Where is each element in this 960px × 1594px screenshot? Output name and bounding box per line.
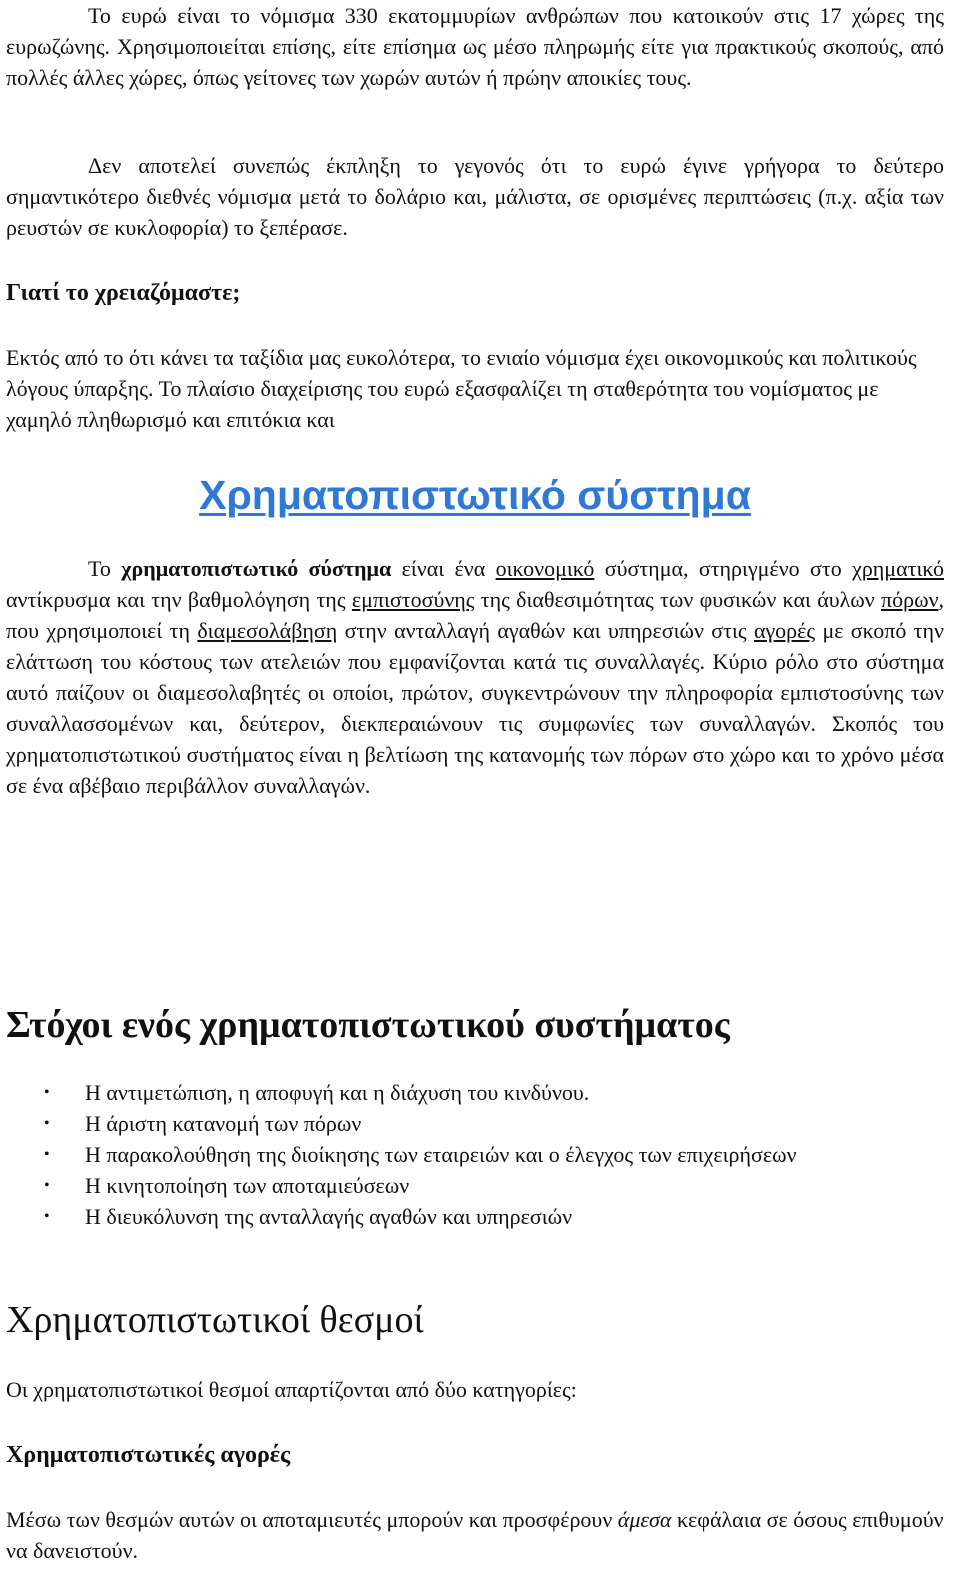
text-run: κεφάλαια σε όσους επιθυμούν να δανειστούν. <box>6 1507 944 1563</box>
text-run: σύστημα, στηριγμένο στο <box>594 556 853 581</box>
list-item <box>6 1108 944 1139</box>
bullet-icon: • <box>44 1208 50 1225</box>
intro-paragraph-2: Δεν αποτελεί συνεπώς έκπληξη το γεγονός ότι το ευρώ έγινε γρήγορα το δεύτερο σημαντικότερο διεθνές νόμισμα μετά το δολάριο και, μάλιστα, σε ορισμένες περιπτώσεις (π.χ. αξία των ρευστών σε κυκλοφορία) το ξεπέρασε. <box>6 153 944 240</box>
text-run: είναι ένα <box>391 556 496 581</box>
link-resources[interactable]: πόρων <box>881 587 939 612</box>
financial-system-title: Χρηματοπιστωτικό σύστημα <box>199 472 751 518</box>
list-item-text: Η αντιμετώπιση, η αποφυγή και η διάχυση του κινδύνου. <box>85 1080 590 1105</box>
bullet-icon: • <box>44 1146 50 1163</box>
link-intermediation[interactable]: διαμεσολάβηση <box>197 618 338 643</box>
financial-system-paragraph <box>6 553 944 801</box>
goals-list <box>6 1077 944 1232</box>
why-paragraph: Εκτός από το ότι κάνει τα ταξίδια μας ευκολότερα, το ενιαίο νόμισμα έχει οικονομικούς και πολιτικούς λόγους ύπαρξης. Το πλαίσιο διαχείρισης του ευρώ εξασφαλίζει τη σταθερότητα του νομίσματος με χαμηλό πληθωρισμό και επιτόκια και <box>6 345 917 432</box>
goals-heading: Στόχοι ενός χρηματοπιστωτικού συστήματος <box>6 1004 730 1046</box>
list-item-text: Η παρακολούθηση της διοίκησης των εταιρειών και ο έλεγχος των επιχειρήσεων <box>85 1142 797 1167</box>
italic-term: άμεσα <box>617 1507 672 1532</box>
link-markets[interactable]: αγορές <box>753 618 816 643</box>
text-run: στην ανταλλαγή αγαθών και υπηρεσιών στις <box>337 618 754 643</box>
list-item <box>6 1139 944 1170</box>
text-run: Μέσω των θεσμών αυτών οι αποταμιευτές μπορούν και προσφέρουν <box>6 1507 618 1532</box>
intro-paragraph-1: Το ευρώ είναι το νόμισμα 330 εκατομμυρίων ανθρώπων που κατοικούν στις 17 χώρες της ευρωζώνης. Χρησιμοποιείται επίσης, είτε επίσημα ως μέσο πληρωμής είτε για πρακτικούς σκοπούς, από πολλές άλλες χώρες, όπως γείτονες των χωρών αυτών ή πρώην αποικίες τους. <box>6 3 944 90</box>
markets-paragraph <box>6 1504 944 1566</box>
text-run: αντίκρυσμα και την βαθμολόγηση της <box>6 587 352 612</box>
bullet-icon: • <box>44 1115 50 1132</box>
institutions-heading: Χρηματοπιστωτικοί θεσμοί <box>6 1299 424 1341</box>
text-run: με σκοπό την ελάττωση του κόστους των ατελειών που εμφανίζονται κατά τις συναλλαγές. Κύριο ρόλο στο σύστημα αυτό παίζουν οι διαμεσολαβητές οι οποίοι, πρώτον, συγκεντρώνουν την πληροφορία εμπιστοσύνης των συναλλασσομένων και, δεύτερον, διεκπεραιώνουν τις συμφωνίες των συναλλαγών. Σκοπός του χρηματοπιστωτικού συστήματος είναι η βελτίωση της κατανομής των πόρων στο χώρο και το χρόνο μέσα σε ένα αβέβαιο περιβάλλον συναλλαγών. <box>6 618 944 798</box>
markets-heading: Χρηματοπιστωτικές αγορές <box>6 1442 291 1468</box>
bullet-icon: • <box>44 1084 50 1101</box>
bold-term: χρηματοπιστωτικό σύστημα <box>121 556 392 581</box>
bullet-icon: • <box>44 1177 50 1194</box>
list-item-text: Η διευκόλυνση της ανταλλαγής αγαθών και υπηρεσιών <box>85 1204 573 1229</box>
text-run: , που χρησιμοποιεί τη <box>6 587 945 643</box>
list-item-text: Η άριστη κατανομή των πόρων <box>85 1111 362 1136</box>
list-item <box>6 1077 944 1108</box>
link-trust[interactable]: εμπιστοσύνης <box>351 587 475 612</box>
why-heading: Γιατί το χρειαζόμαστε; <box>6 280 241 306</box>
institutions-paragraph: Οι χρηματοπιστωτικοί θεσμοί απαρτίζονται από δύο κατηγορίες: <box>6 1377 577 1402</box>
list-item <box>6 1201 944 1232</box>
text-run: της διαθεσιμότητας των φυσικών και άυλων <box>474 587 881 612</box>
link-monetary[interactable]: χρηματικό <box>852 556 944 581</box>
link-economic[interactable]: οικονομικό <box>495 556 595 581</box>
text-run: Το <box>88 556 122 581</box>
list-item <box>6 1170 944 1201</box>
list-item-text: Η κινητοποίηση των αποταμιεύσεων <box>85 1173 410 1198</box>
